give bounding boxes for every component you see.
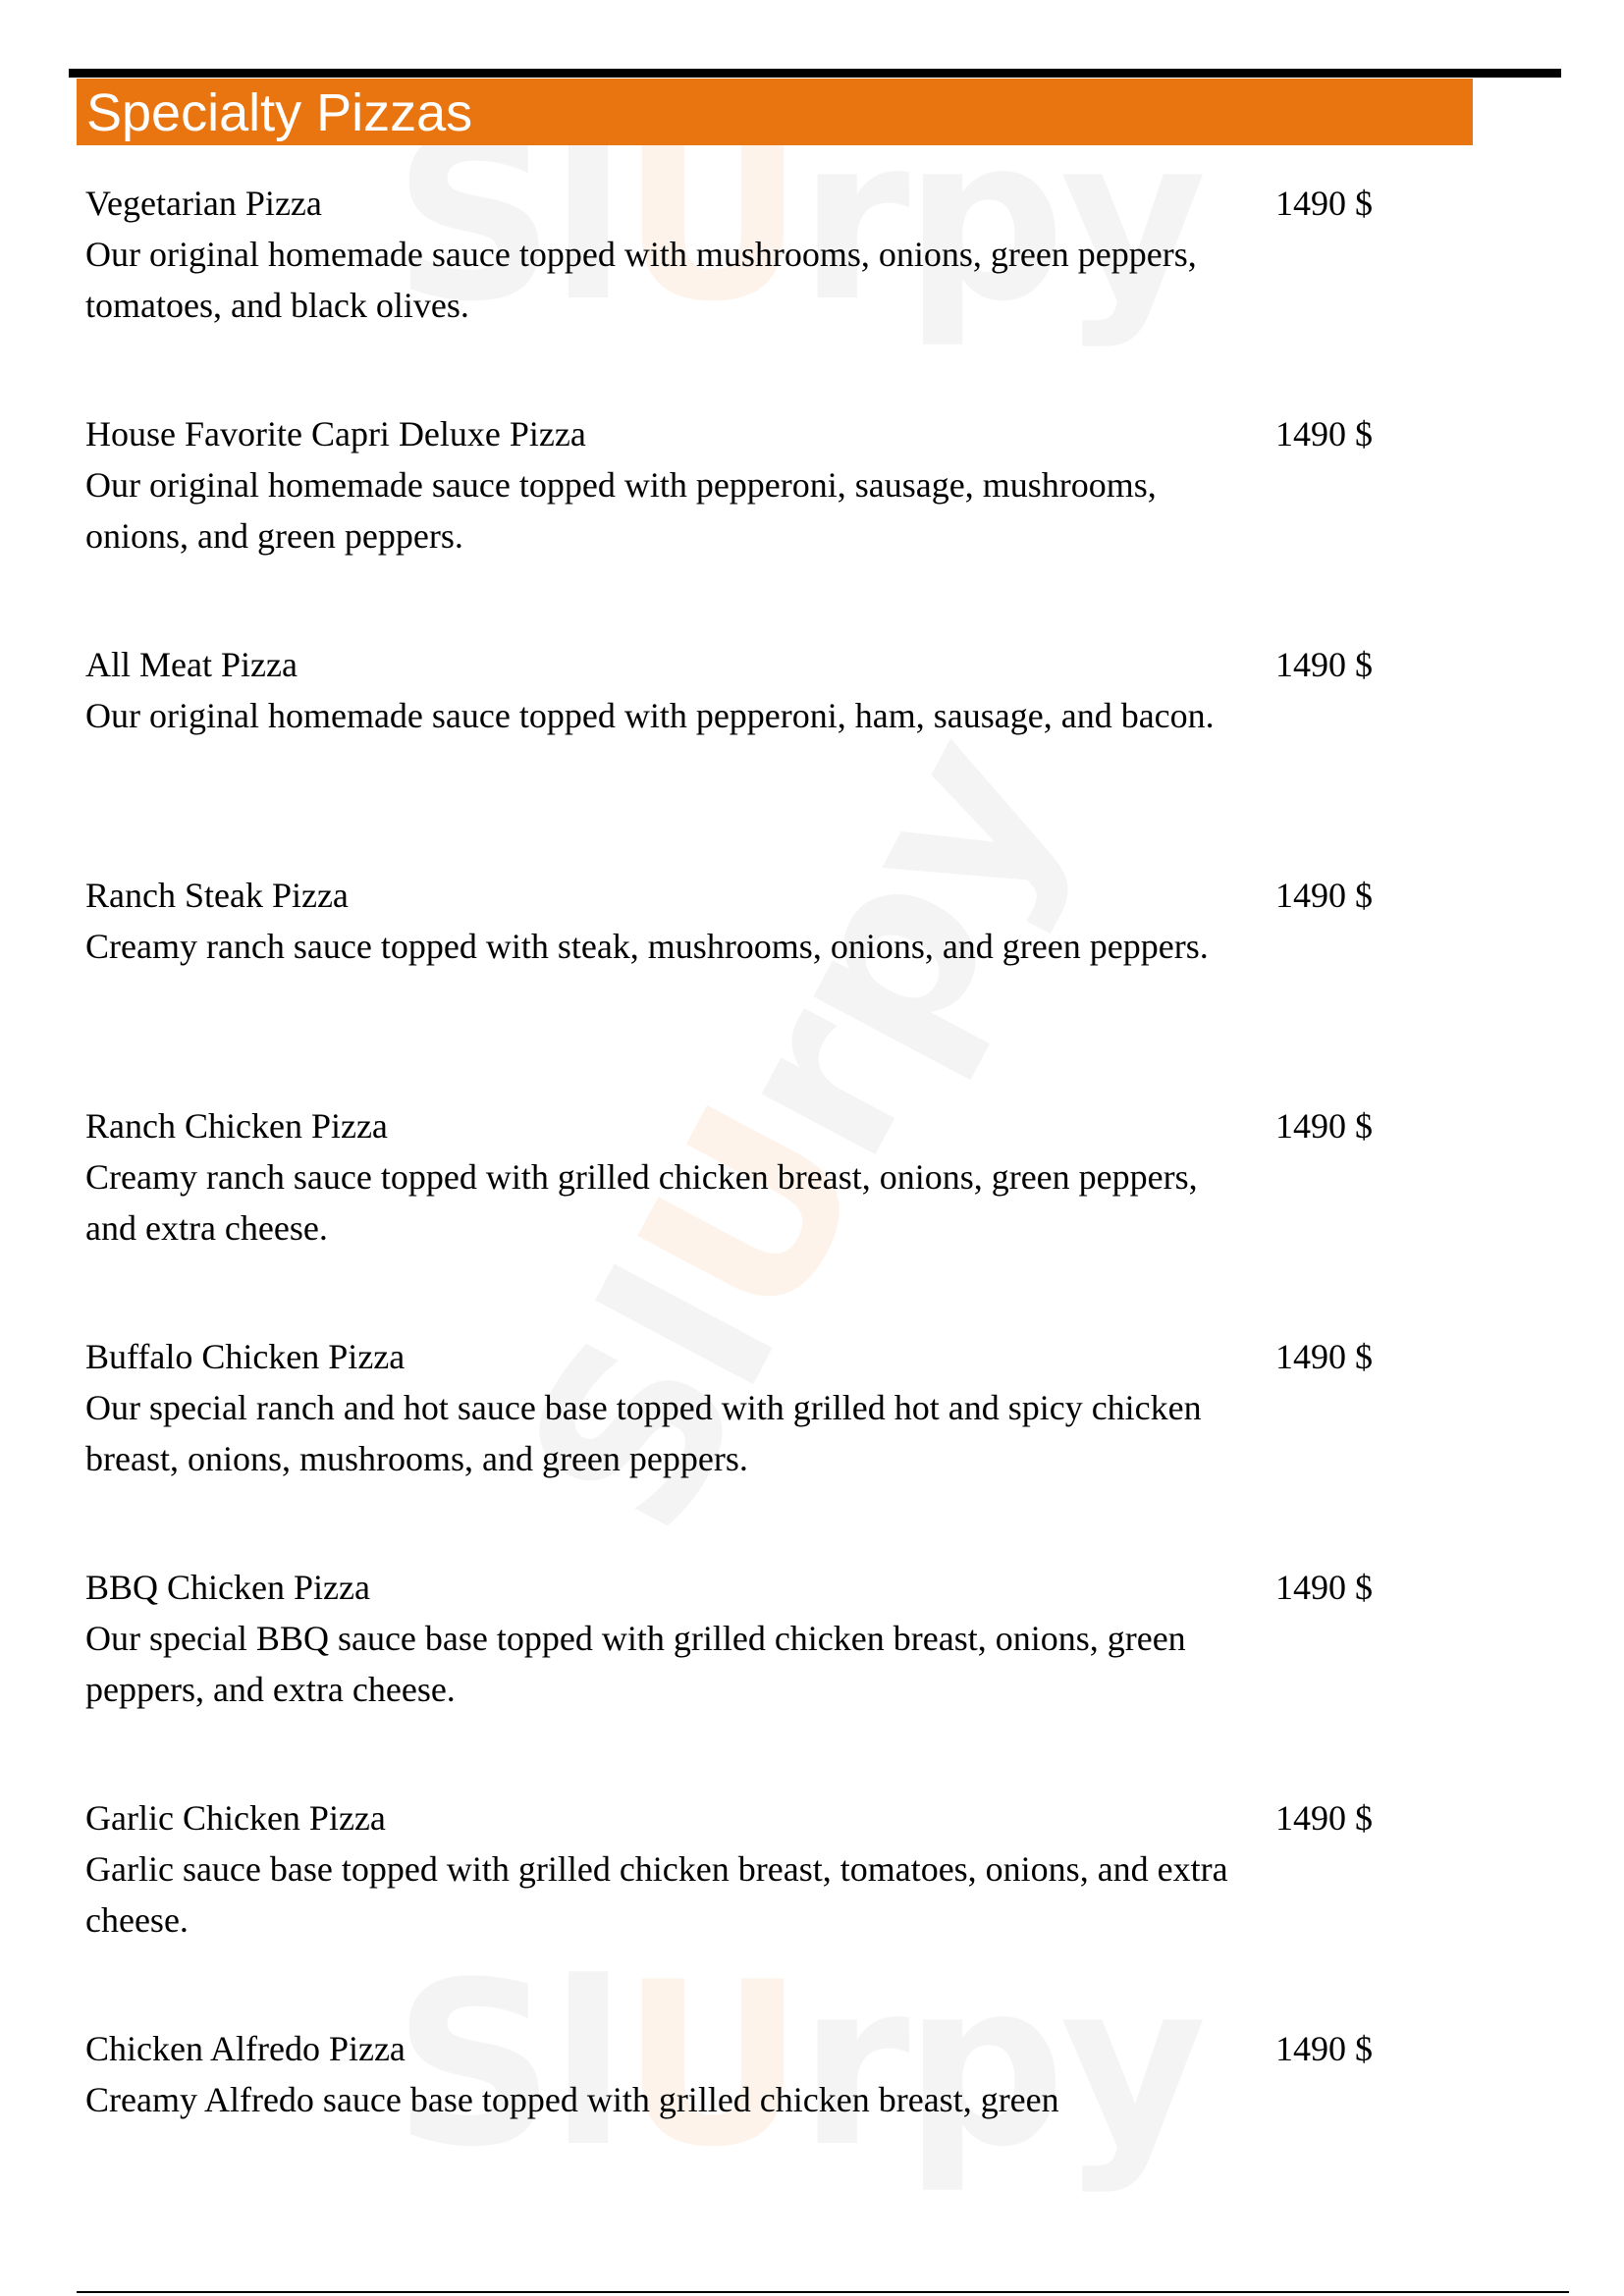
section-title: Specialty Pizzas <box>86 83 473 142</box>
watermark-text-accent: U <box>621 1935 799 2197</box>
item-price: 1490 $ <box>1275 184 1373 223</box>
menu-item <box>85 1792 1421 2023</box>
watermark-text-accent: U <box>585 1069 916 1362</box>
menu-item <box>85 2023 1421 2254</box>
item-name: Ranch Steak Pizza <box>85 876 349 915</box>
menu-item <box>85 178 1421 408</box>
item-price: 1490 $ <box>1275 876 1373 915</box>
menu-item <box>85 1331 1421 1562</box>
item-name: All Meat Pizza <box>85 645 298 684</box>
menu-item <box>85 408 1421 639</box>
item-description: Creamy Alfredo sauce base topped with grilled chicken breast, green <box>85 2080 1059 2119</box>
item-price: 1490 $ <box>1275 1106 1373 1146</box>
item-name: BBQ Chicken Pizza <box>85 1568 370 1607</box>
menu-list <box>85 178 1421 2254</box>
top-divider <box>69 69 1561 78</box>
item-name: Vegetarian Pizza <box>85 184 322 223</box>
item-description: Our original homemade sauce topped with pepperoni, sausage, mushrooms, onions, and green peppers. <box>85 465 1157 556</box>
item-description: Our original homemade sauce topped with pepperoni, ham, sausage, and bacon. <box>85 696 1215 735</box>
item-price: 1490 $ <box>1275 645 1373 684</box>
item-name: Chicken Alfredo Pizza <box>85 2029 406 2068</box>
menu-item <box>85 1100 1421 1331</box>
item-name: Garlic Chicken Pizza <box>85 1798 386 1838</box>
item-description: Garlic sauce base topped with grilled chicken breast, tomatoes, onions, and extra cheese. <box>85 1849 1228 1940</box>
item-description: Creamy ranch sauce topped with grilled chicken breast, onions, green peppers, and extra cheese. <box>85 1157 1198 1248</box>
section-header <box>77 79 1473 145</box>
item-description: Creamy ranch sauce topped with steak, mushrooms, onions, and green peppers. <box>85 927 1209 966</box>
item-price: 1490 $ <box>1275 414 1373 454</box>
item-price: 1490 $ <box>1275 2029 1373 2068</box>
item-name: Ranch Chicken Pizza <box>85 1106 388 1146</box>
menu-item <box>85 639 1421 870</box>
item-description: Our special BBQ sauce base topped with grilled chicken breast, onions, green peppers, and extra cheese. <box>85 1619 1186 1709</box>
item-price: 1490 $ <box>1275 1568 1373 1607</box>
item-name: Buffalo Chicken Pizza <box>85 1337 406 1376</box>
item-name: House Favorite Capri Deluxe Pizza <box>85 414 586 454</box>
item-description: Our special ranch and hot sauce base topped with grilled hot and spicy chicken breast, onions, mushrooms, and green peppers. <box>85 1388 1202 1478</box>
item-description: Our original homemade sauce topped with mushrooms, onions, green peppers, tomatoes, and black olives. <box>85 235 1197 325</box>
item-price: 1490 $ <box>1275 1337 1373 1376</box>
item-price: 1490 $ <box>1275 1798 1373 1838</box>
bottom-divider <box>77 2291 1569 2293</box>
watermark-text-accent: U <box>621 89 799 351</box>
menu-item <box>85 1562 1421 1792</box>
menu-item <box>85 870 1421 1100</box>
